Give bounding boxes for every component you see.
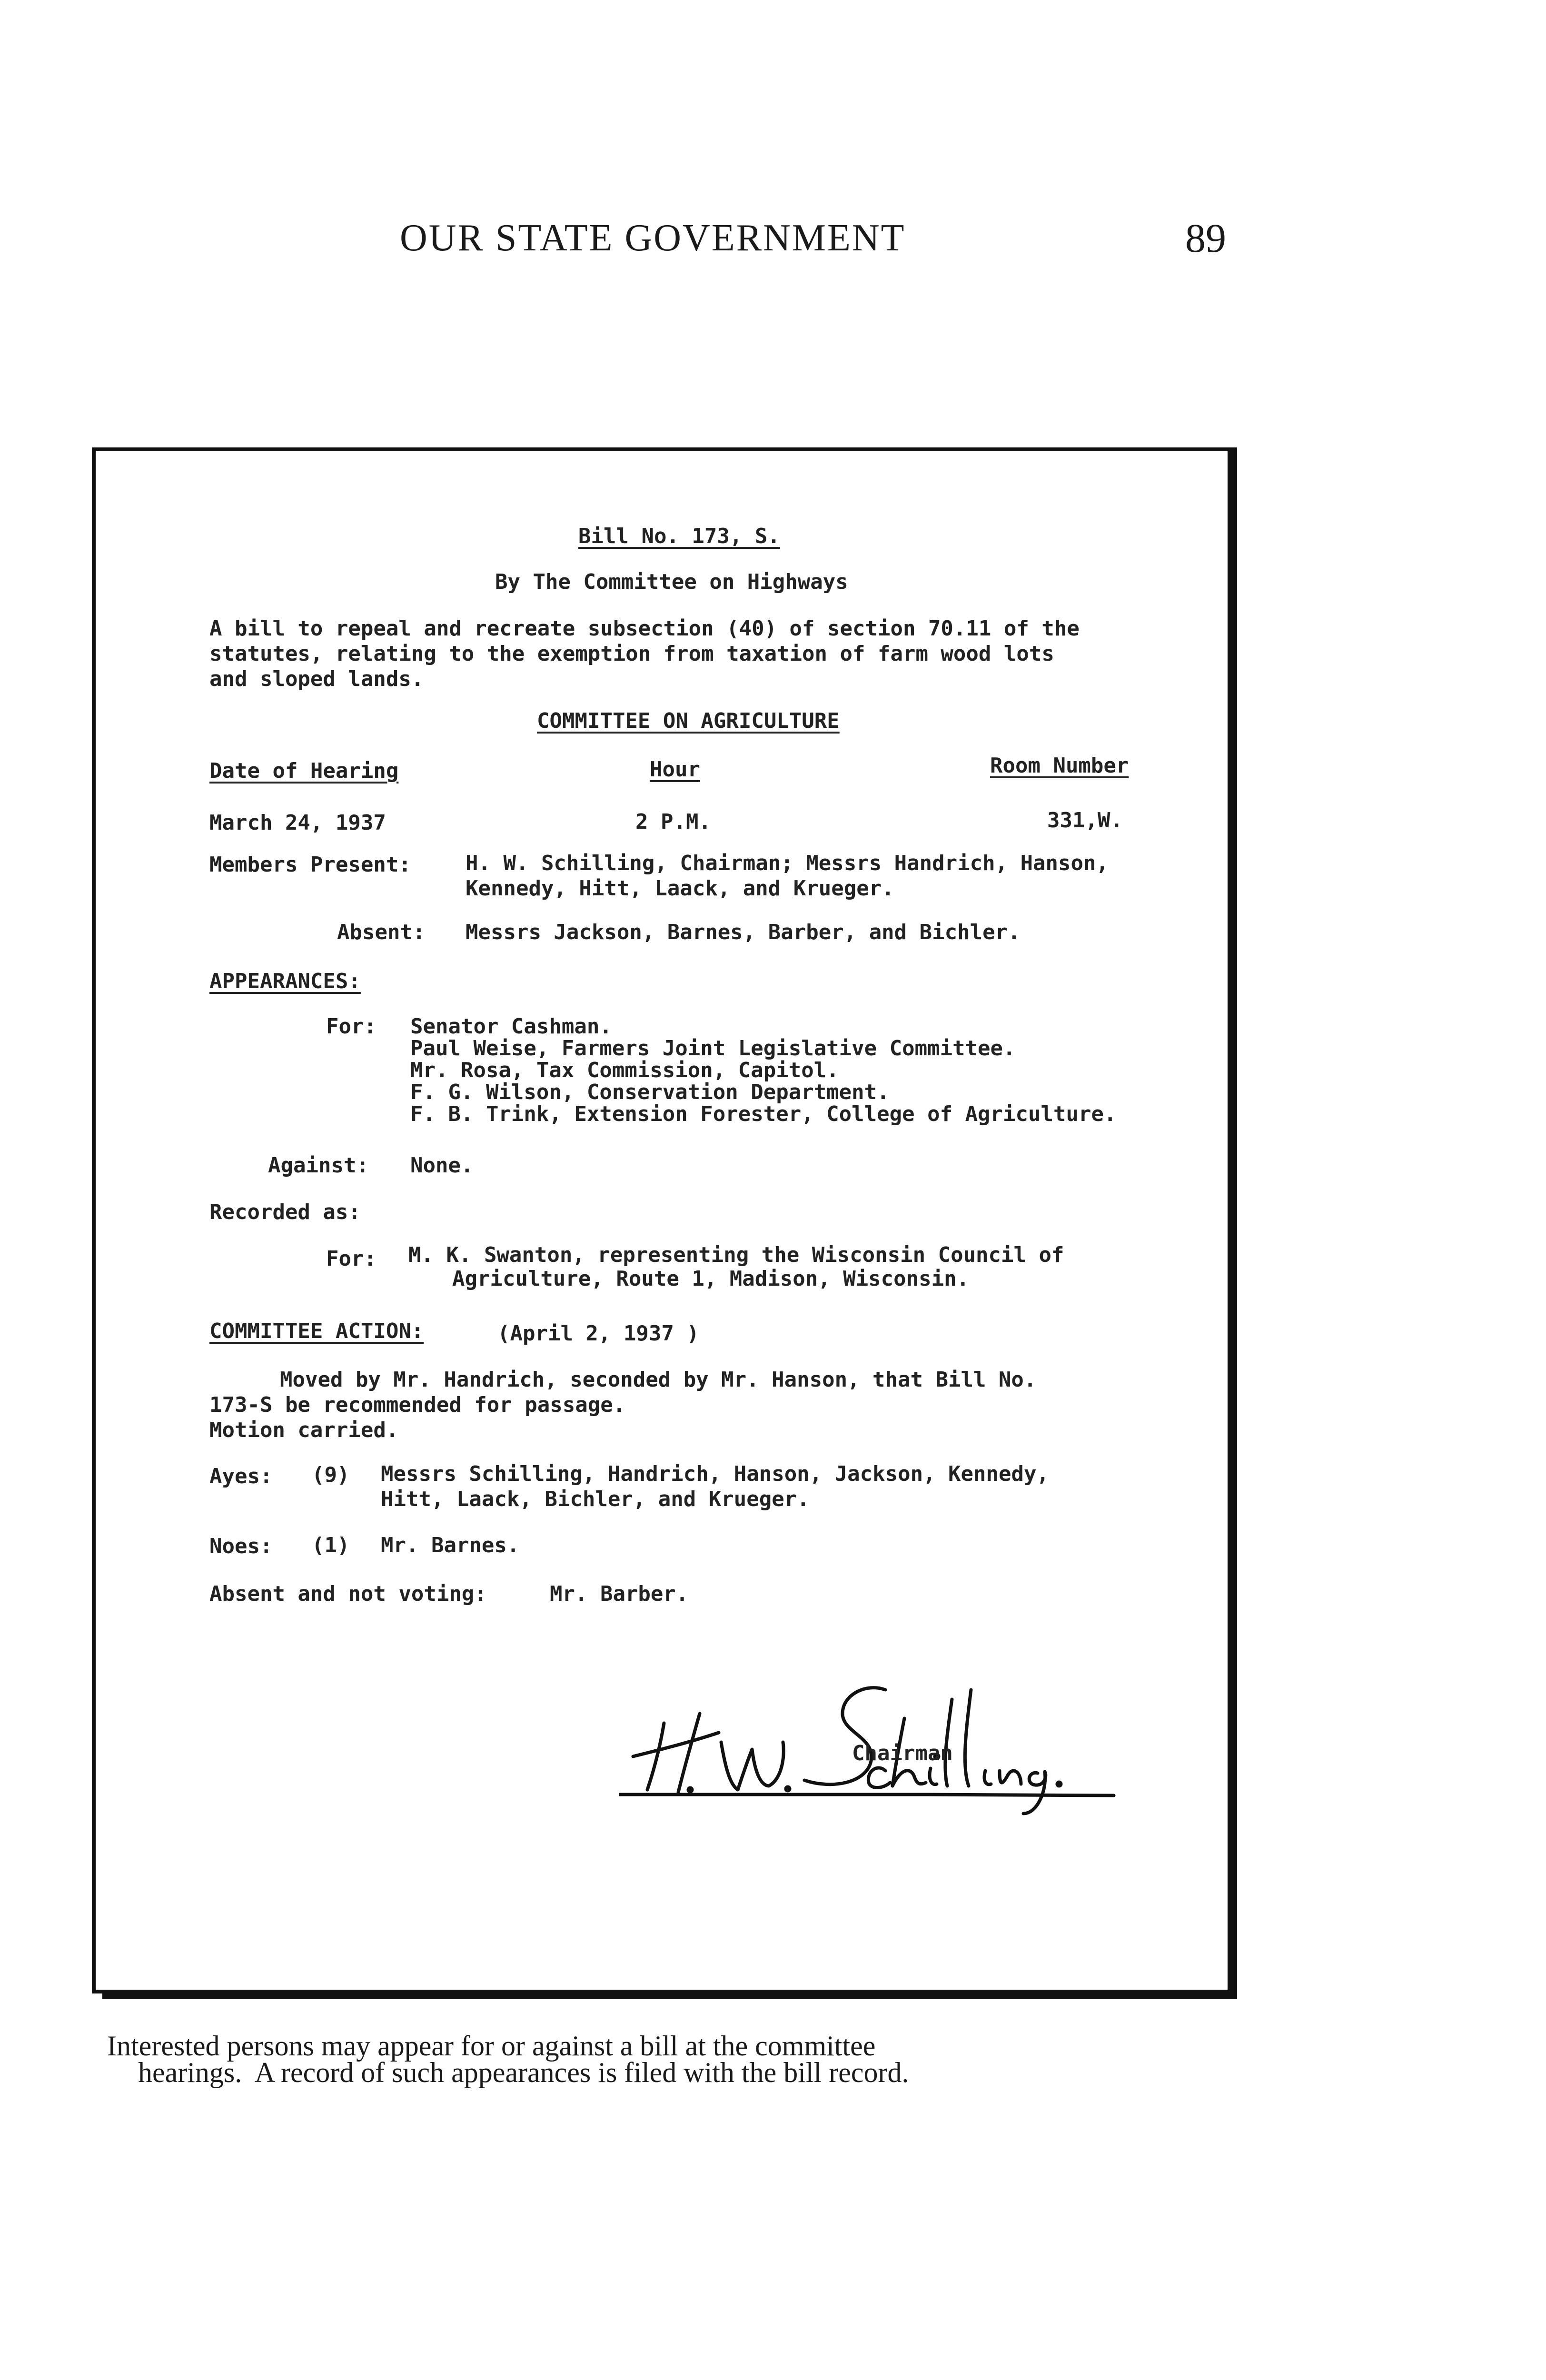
appearance-for-line: F. G. Wilson, Conservation Department. bbox=[410, 1080, 890, 1104]
date-of-hearing-label: Date of Hearing bbox=[209, 759, 399, 783]
ayes-label: Ayes: bbox=[209, 1464, 273, 1488]
frame-shadow-right bbox=[1231, 447, 1237, 1999]
frame-shadow-bottom bbox=[102, 1993, 1237, 1999]
hour-label: Hour bbox=[650, 757, 700, 782]
hearing-room: 331,W. bbox=[1047, 808, 1123, 833]
absent-members: Messrs Jackson, Barnes, Barber, and Bichler. bbox=[466, 920, 1021, 944]
hearing-hour: 2 P.M. bbox=[635, 810, 711, 834]
appearance-for-line: F. B. Trink, Extension Forester, College of Agriculture. bbox=[410, 1102, 1117, 1126]
ayes-count: (9) bbox=[312, 1463, 350, 1487]
appearances-against-label: Against: bbox=[268, 1153, 369, 1178]
absent-label: Absent: bbox=[337, 920, 426, 944]
ayes-line: Messrs Schilling, Handrich, Hanson, Jackson, Kennedy, bbox=[381, 1462, 1049, 1486]
figure-caption-line: hearings. A record of such appearances is filed with the bill record. bbox=[138, 2057, 909, 2088]
bill-description-line: statutes, relating to the exemption from taxation of farm wood lots bbox=[209, 642, 1054, 666]
chairman-signature bbox=[619, 1661, 1119, 1818]
appearances-against-text: None. bbox=[410, 1153, 474, 1178]
noes-count: (1) bbox=[312, 1533, 350, 1557]
appearance-for-line: Paul Weise, Farmers Joint Legislative Committee. bbox=[410, 1036, 1016, 1061]
absent-not-voting-label: Absent and not voting: bbox=[209, 1582, 487, 1606]
motion-line: Motion carried. bbox=[209, 1418, 399, 1442]
recorded-for-line: M. K. Swanton, representing the Wisconsin Council of bbox=[408, 1243, 1064, 1267]
motion-line: Moved by Mr. Handrich, seconded by Mr. Hanson, that Bill No. bbox=[280, 1368, 1037, 1392]
appearance-for-line: Mr. Rosa, Tax Commission, Capitol. bbox=[410, 1058, 839, 1082]
introduced-by: By The Committee on Highways bbox=[495, 570, 848, 594]
recorded-for-label: For: bbox=[326, 1247, 377, 1271]
bill-description-line: and sloped lands. bbox=[209, 667, 424, 691]
noes-text: Mr. Barnes. bbox=[381, 1533, 520, 1557]
appearances-for-label: For: bbox=[326, 1014, 377, 1039]
members-present-line: Kennedy, Hitt, Laack, and Krueger. bbox=[466, 876, 894, 901]
signature-title: Chairman bbox=[852, 1741, 953, 1765]
ayes-line: Hitt, Laack, Bichler, and Krueger. bbox=[381, 1487, 810, 1511]
recorded-as-label: Recorded as: bbox=[209, 1200, 361, 1224]
room-number-label: Room Number bbox=[990, 754, 1129, 778]
members-present-line: H. W. Schilling, Chairman; Messrs Handrich, Hanson, bbox=[466, 851, 1109, 875]
noes-label: Noes: bbox=[209, 1534, 273, 1558]
bill-description-line: A bill to repeal and recreate subsection (40) of section 70.11 of the bbox=[209, 616, 1080, 641]
absent-not-voting-text: Mr. Barber. bbox=[550, 1582, 689, 1606]
hearing-date: March 24, 1937 bbox=[209, 811, 386, 835]
motion-line: 173-S be recommended for passage. bbox=[209, 1393, 626, 1417]
committee-action-heading: COMMITTEE ACTION: bbox=[209, 1319, 424, 1343]
bill-number: Bill No. 173, S. bbox=[578, 524, 780, 548]
page-number: 89 bbox=[1185, 215, 1226, 261]
recorded-for-line: Agriculture, Route 1, Madison, Wisconsin. bbox=[452, 1267, 970, 1291]
appearance-for-line: Senator Cashman. bbox=[410, 1014, 612, 1039]
members-present-label: Members Present: bbox=[209, 853, 411, 877]
committee-action-date: (April 2, 1937 ) bbox=[497, 1321, 699, 1346]
committee-name: COMMITTEE ON AGRICULTURE bbox=[537, 709, 840, 733]
figure-caption-line: Interested persons may appear for or against a bill at the committee bbox=[107, 2030, 876, 2062]
running-head-title: OUR STATE GOVERNMENT bbox=[400, 217, 906, 259]
appearances-heading: APPEARANCES: bbox=[209, 969, 361, 993]
